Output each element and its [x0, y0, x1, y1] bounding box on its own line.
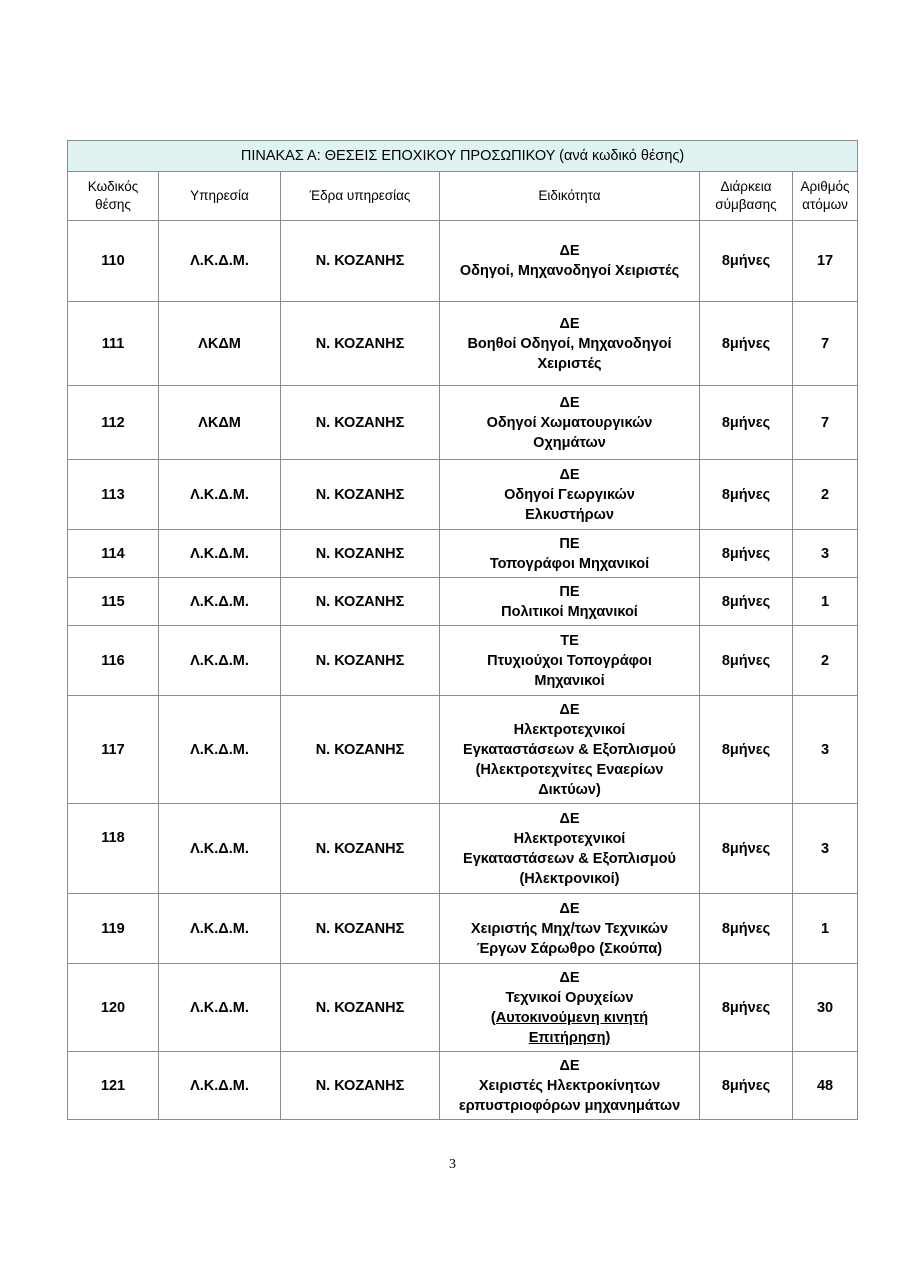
table-row: [68, 460, 858, 530]
cell-duration: 8μήνες: [700, 578, 793, 626]
header-duration: Διάρκεια σύμβασης: [700, 172, 793, 221]
page-number: 3: [449, 1157, 456, 1172]
cell-count: 30: [793, 964, 858, 1052]
specialty-line: Χειριστής Μηχ/των Τεχνικών: [470, 920, 669, 937]
specialty-line: Μηχανικοί: [534, 672, 605, 689]
table-title: ΠΙΝΑΚΑΣ Α: ΘΕΣΕΙΣ ΕΠΟΧΙΚΟΥ ΠΡΟΣΩΠΙΚΟΥ (ανά κωδικό θέσης): [68, 141, 858, 172]
specialty-line: ΔΕ: [559, 315, 580, 332]
specialty-line: Τοπογράφοι Μηχανικοί: [489, 555, 650, 572]
cell-seat: Ν. ΚΟΖΑΝΗΣ: [281, 964, 440, 1052]
table-row: [68, 530, 858, 578]
cell-specialty: [440, 696, 700, 804]
cell-duration: 8μήνες: [700, 626, 793, 696]
cell-count: 3: [793, 530, 858, 578]
specialty-line: Βοηθοί Οδηγοί, Μηχανοδηγοί: [467, 335, 672, 352]
cell-seat: Ν. ΚΟΖΑΝΗΣ: [281, 894, 440, 964]
cell-seat: Ν. ΚΟΖΑΝΗΣ: [281, 530, 440, 578]
table-row: [68, 578, 858, 626]
specialty-line: Χειριστές: [537, 355, 602, 372]
specialty-line: Ελκυστήρων: [525, 506, 614, 523]
cell-seat: Ν. ΚΟΖΑΝΗΣ: [281, 386, 440, 460]
cell-service: Λ.Κ.Δ.Μ.: [159, 221, 281, 302]
specialty-line: ΠΕ: [559, 583, 580, 600]
cell-code: 114: [68, 530, 159, 578]
cell-specialty: [440, 386, 700, 460]
cell-specialty: [440, 221, 700, 302]
cell-duration: 8μήνες: [700, 386, 793, 460]
cell-specialty: [440, 626, 700, 696]
cell-service: Λ.Κ.Δ.Μ.: [159, 1052, 281, 1120]
specialty-line: Οδηγοί Χωματουργικών: [486, 414, 653, 431]
cell-service: Λ.Κ.Δ.Μ.: [159, 804, 281, 894]
specialty-line: Πτυχιούχοι Τοπογράφοι: [487, 652, 652, 669]
header-service: Υπηρεσία: [159, 172, 281, 221]
specialty-line: Ηλεκτροτεχνικοί: [513, 830, 626, 847]
cell-seat: Ν. ΚΟΖΑΝΗΣ: [281, 1052, 440, 1120]
cell-code: 112: [68, 386, 159, 460]
table-row: [68, 626, 858, 696]
cell-count: 1: [793, 894, 858, 964]
specialty-line: Οδηγοί Γεωργικών: [504, 486, 635, 503]
table-row: [68, 221, 858, 302]
cell-count: 2: [793, 626, 858, 696]
cell-service: ΛΚΔΜ: [159, 302, 281, 386]
cell-code: 116: [68, 626, 159, 696]
specialty-line: ΔΕ: [559, 394, 580, 411]
cell-duration: 8μήνες: [700, 530, 793, 578]
specialty-line: ΔΕ: [559, 1057, 580, 1074]
cell-service: Λ.Κ.Δ.Μ.: [159, 696, 281, 804]
specialty-line: Χειριστές Ηλεκτροκίνητων: [478, 1077, 661, 1094]
specialty-line: Επιτήρηση): [528, 1029, 611, 1046]
specialty-line: Ηλεκτροτεχνικοί: [513, 721, 626, 738]
cell-service: ΛΚΔΜ: [159, 386, 281, 460]
cell-code: 119: [68, 894, 159, 964]
cell-specialty: [440, 530, 700, 578]
cell-duration: 8μήνες: [700, 964, 793, 1052]
specialty-line: ΔΕ: [559, 243, 580, 259]
table-row: [68, 804, 858, 894]
specialty-line: Οχημάτων: [533, 434, 606, 451]
cell-count: 7: [793, 302, 858, 386]
cell-seat: Ν. ΚΟΖΑΝΗΣ: [281, 221, 440, 302]
cell-code: 115: [68, 578, 159, 626]
cell-duration: 8μήνες: [700, 894, 793, 964]
specialty-line: Οδηγοί, Μηχανοδηγοί Χειριστές: [459, 263, 680, 279]
cell-duration: 8μήνες: [700, 221, 793, 302]
specialty-line: ΔΕ: [559, 969, 580, 986]
cell-count: 7: [793, 386, 858, 460]
cell-service: Λ.Κ.Δ.Μ.: [159, 626, 281, 696]
specialty-line: ΔΕ: [559, 701, 580, 718]
cell-specialty: [440, 302, 700, 386]
table-row: [68, 696, 858, 804]
specialty-line: Πολιτικοί Μηχανικοί: [501, 603, 638, 620]
cell-count: 2: [793, 460, 858, 530]
specialty-line: ΔΕ: [559, 810, 580, 827]
specialty-line: Έργων Σάρωθρο (Σκούπα): [476, 940, 663, 957]
table-row: [68, 894, 858, 964]
specialty-line: ΔΕ: [559, 466, 580, 483]
header-specialty: Ειδικότητα: [440, 172, 700, 221]
table-row: [68, 302, 858, 386]
cell-code: 121: [68, 1052, 159, 1120]
specialty-line: Εγκαταστάσεων & Εξοπλισμού: [463, 850, 676, 867]
cell-count: 17: [793, 221, 858, 302]
cell-service: Λ.Κ.Δ.Μ.: [159, 460, 281, 530]
cell-service: Λ.Κ.Δ.Μ.: [159, 894, 281, 964]
specialty-line: ΔΕ: [559, 900, 580, 917]
specialty-line: ερπυστριοφόρων μηχανημάτων: [458, 1097, 681, 1114]
cell-duration: 8μήνες: [700, 804, 793, 894]
cell-seat: Ν. ΚΟΖΑΝΗΣ: [281, 460, 440, 530]
cell-seat: Ν. ΚΟΖΑΝΗΣ: [281, 302, 440, 386]
specialty-line: ΠΕ: [559, 535, 580, 552]
specialty-line: ΤΕ: [560, 632, 579, 649]
cell-specialty: [440, 894, 700, 964]
cell-code: 111: [68, 302, 159, 386]
specialty-line: (Ηλεκτρονικοί): [519, 870, 620, 887]
specialty-line: Δικτύων): [538, 781, 601, 798]
table-row: [68, 1052, 858, 1120]
cell-duration: 8μήνες: [700, 1052, 793, 1120]
cell-seat: Ν. ΚΟΖΑΝΗΣ: [281, 626, 440, 696]
cell-count: 3: [793, 696, 858, 804]
cell-specialty: [440, 578, 700, 626]
cell-code: 113: [68, 460, 159, 530]
cell-count: 1: [793, 578, 858, 626]
cell-specialty: [440, 964, 700, 1052]
cell-service: Λ.Κ.Δ.Μ.: [159, 530, 281, 578]
positions-table: [67, 140, 858, 1120]
cell-code: 118: [68, 804, 159, 894]
cell-code: 110: [68, 221, 159, 302]
cell-duration: 8μήνες: [700, 696, 793, 804]
cell-code: 120: [68, 964, 159, 1052]
table-row: [68, 964, 858, 1052]
header-count: Αριθμός ατόμων: [793, 172, 858, 221]
cell-duration: 8μήνες: [700, 302, 793, 386]
cell-duration: 8μήνες: [700, 460, 793, 530]
cell-seat: Ν. ΚΟΖΑΝΗΣ: [281, 804, 440, 894]
cell-specialty: [440, 1052, 700, 1120]
cell-service: Λ.Κ.Δ.Μ.: [159, 964, 281, 1052]
table-row: [68, 386, 858, 460]
cell-specialty: [440, 460, 700, 530]
cell-service: Λ.Κ.Δ.Μ.: [159, 578, 281, 626]
cell-seat: Ν. ΚΟΖΑΝΗΣ: [281, 696, 440, 804]
header-row: [68, 172, 858, 221]
cell-code: 117: [68, 696, 159, 804]
cell-specialty: [440, 804, 700, 894]
specialty-line: Εγκαταστάσεων & Εξοπλισμού: [463, 741, 676, 758]
specialty-line: (Ηλεκτροτεχνίτες Εναερίων: [475, 761, 664, 778]
header-seat: Έδρα υπηρεσίας: [281, 172, 440, 221]
cell-count: 48: [793, 1052, 858, 1120]
cell-seat: Ν. ΚΟΖΑΝΗΣ: [281, 578, 440, 626]
header-code: Κωδικός θέσης: [68, 172, 159, 221]
specialty-line: Τεχνικοί Ορυχείων: [505, 989, 634, 1006]
cell-count: 3: [793, 804, 858, 894]
specialty-line: (Αυτοκινούμενη κινητή: [490, 1009, 649, 1026]
